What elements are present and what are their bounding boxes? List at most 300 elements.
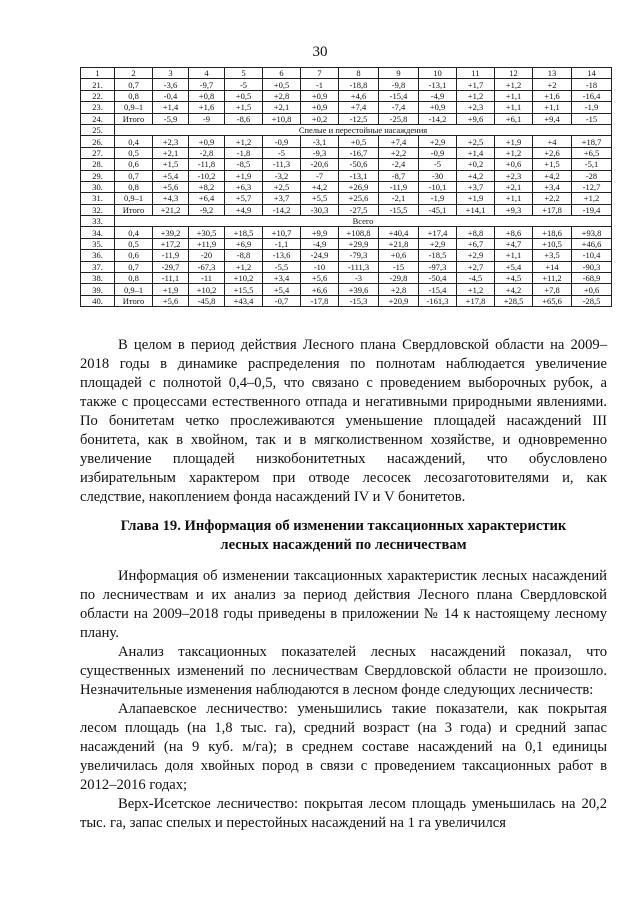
row-number-cell: 32. <box>81 204 115 215</box>
table-cell: -2,4 <box>379 159 419 170</box>
table-cell: +1,7 <box>457 79 495 90</box>
table-cell: 0,6 <box>115 250 153 261</box>
table-cell: +5,4 <box>263 284 301 295</box>
table-cell: -12,5 <box>339 113 379 124</box>
header-cell: 10 <box>419 68 457 79</box>
header-cell: 7 <box>301 68 339 79</box>
row-number-cell: 21. <box>81 79 115 90</box>
table-cell: -111,3 <box>339 261 379 272</box>
table-cell: +1,2 <box>495 147 533 158</box>
chapter-heading-line2: лесных насаждений по лесничествам <box>220 537 467 553</box>
table-cell: +4,2 <box>533 170 572 181</box>
table-cell: -90,3 <box>572 261 612 272</box>
table-cell: +2,2 <box>379 147 419 158</box>
table-cell: -79,3 <box>339 250 379 261</box>
table-cell: +10,2 <box>189 284 225 295</box>
header-cell: 4 <box>189 68 225 79</box>
table-cell: 0,5 <box>115 147 153 158</box>
table-cell: Итого <box>115 113 153 124</box>
header-cell: 1 <box>81 68 115 79</box>
page-number: 30 <box>312 44 328 60</box>
table-cell: 0,9–1 <box>115 102 153 113</box>
table-cell: -2,1 <box>379 193 419 204</box>
table-cell: -19,4 <box>572 204 612 215</box>
table-cell: 0,5 <box>115 238 153 249</box>
table-cell: +1,6 <box>189 102 225 113</box>
table-cell: +5,4 <box>495 261 533 272</box>
table-cell: +40,4 <box>379 227 419 238</box>
table-row <box>81 181 612 192</box>
table-cell: +29,9 <box>339 238 379 249</box>
table-cell: -10,1 <box>419 181 457 192</box>
table-cell: +1,2 <box>572 193 612 204</box>
table-cell: 0,9–1 <box>115 284 153 295</box>
table-cell: -0,7 <box>263 295 301 306</box>
table-cell: +10,2 <box>225 273 263 284</box>
table-row <box>81 273 612 284</box>
table-cell: -13,1 <box>339 170 379 181</box>
row-number-cell: 37. <box>81 261 115 272</box>
table-cell: +9,6 <box>457 113 495 124</box>
table-cell: +11,2 <box>533 273 572 284</box>
table-cell: +0,5 <box>225 90 263 101</box>
table-cell: -5 <box>419 159 457 170</box>
table-cell: -25,8 <box>379 113 419 124</box>
table-cell: -161,3 <box>419 295 457 306</box>
table-cell: -29,8 <box>379 273 419 284</box>
table-cell: +2,5 <box>457 136 495 147</box>
table-cell: -11 <box>189 273 225 284</box>
table-cell: 0,9–1 <box>115 193 153 204</box>
table-cell: +1,4 <box>457 147 495 158</box>
table-cell: +5,6 <box>153 181 189 192</box>
table-cell: +0,5 <box>339 136 379 147</box>
table-row <box>81 204 612 215</box>
table-cell: +6,6 <box>301 284 339 295</box>
table-cell: +2,1 <box>263 102 301 113</box>
table-cell: +1,2 <box>495 79 533 90</box>
table-cell: -67,3 <box>189 261 225 272</box>
table-row <box>81 136 612 147</box>
table-cell: -0,9 <box>419 147 457 158</box>
table-cell: +1,5 <box>225 102 263 113</box>
table-cell: Итого <box>115 295 153 306</box>
paragraph: Алапаевское лесничество: уменьшились такие показатели, как покрытая лесом площадь (на 1,8 тыс. га), средний возраст (на 3 года) и средний запас насаждений (на 9 куб. м/га); в среднем составе насаждений на 0,1 единицы увеличилась доля хвойных пород в связи с проведением таксационных работ в 2012–2016 годах; <box>80 701 607 793</box>
table-cell: -5,1 <box>572 159 612 170</box>
header-cell: 8 <box>339 68 379 79</box>
table-row <box>81 79 612 90</box>
table-row <box>81 147 612 158</box>
table-cell: -10,2 <box>189 170 225 181</box>
table-cell: +4,9 <box>225 204 263 215</box>
intro-paragraph: В целом в период действия Лесного плана Свердловской области на 2009–2018 годы в динамике распределения по полнотам наблюдается увеличение площадей с полнотой 0,4–0,5, что связано с проведением выборочных рубок, а также с процессами естественного отпада и негативными природными явлениями. По бонитетам четко прослеживаются уменьшение площадей насаждений III бонитета, как в хвойном, так и в мягколиственном хозяйстве, и одновременно увеличение площадей низкобонитетных насаждений, что обусловлено избирательным характером при отводе лесосек лесозаготовителями и, как следствие, накоплением фонда насаждений IV и V бонитетов. <box>80 337 607 505</box>
table-cell: +6,3 <box>225 181 263 192</box>
table-cell: 0,7 <box>115 170 153 181</box>
table-cell: -5,5 <box>263 261 301 272</box>
row-number-cell: 35. <box>81 238 115 249</box>
table-cell: +2,9 <box>419 238 457 249</box>
table-cell: -1,9 <box>419 193 457 204</box>
table-cell: -1,1 <box>263 238 301 249</box>
header-cell: 14 <box>572 68 612 79</box>
table-cell: +17,4 <box>419 227 457 238</box>
table-cell: +21,8 <box>379 238 419 249</box>
table-cell: +3,7 <box>263 193 301 204</box>
table-cell: -97,3 <box>419 261 457 272</box>
table-cell: +8,8 <box>457 227 495 238</box>
table-cell: +2,7 <box>457 261 495 272</box>
table-cell: -4,9 <box>419 90 457 101</box>
table-cell: -9,2 <box>189 204 225 215</box>
table-cell: +8,2 <box>189 181 225 192</box>
row-number-cell: 29. <box>81 170 115 181</box>
table-cell: +3,4 <box>533 181 572 192</box>
table-cell: +2,8 <box>263 90 301 101</box>
table-cell: +6,4 <box>189 193 225 204</box>
table-cell: -5 <box>263 147 301 158</box>
table-cell: 0,4 <box>115 136 153 147</box>
table-cell: +9,9 <box>301 227 339 238</box>
table-cell: +17,2 <box>153 238 189 249</box>
header-cell: 12 <box>495 68 533 79</box>
row-number-cell: 24. <box>81 113 115 124</box>
table-cell: +4,2 <box>457 170 495 181</box>
header-cell: 2 <box>115 68 153 79</box>
table-cell: +0,5 <box>263 79 301 90</box>
table-cell: -5 <box>225 79 263 90</box>
table-row <box>81 216 612 227</box>
table-cell: +0,6 <box>379 250 419 261</box>
table-cell: -0,4 <box>153 90 189 101</box>
table-cell: -1,9 <box>572 102 612 113</box>
table-cell: -20 <box>189 250 225 261</box>
table-cell: +2,1 <box>495 181 533 192</box>
table-cell: +0,9 <box>301 102 339 113</box>
table-cell: +108,8 <box>339 227 379 238</box>
section-title-cell: Спелые и перестойные насаждения <box>115 124 612 135</box>
table-cell: +18,7 <box>572 136 612 147</box>
table-cell: +1,2 <box>225 261 263 272</box>
table-cell: -24,9 <box>301 250 339 261</box>
row-number-cell: 36. <box>81 250 115 261</box>
table-cell: +2,6 <box>533 147 572 158</box>
table-row <box>81 193 612 204</box>
table-cell: +9,4 <box>533 113 572 124</box>
table-cell: +6,9 <box>225 238 263 249</box>
chapter-heading <box>80 517 607 555</box>
table-header-row <box>81 68 612 79</box>
paragraph: Верх-Исетское лесничество: покрытая лесом площадь уменьшилась на 20,2 тыс. га, запас спелых и перестойных насаждений на 1 га увеличился <box>80 796 607 831</box>
chapter-heading-line1: Глава 19. Информация об изменении таксационных характеристик <box>120 518 567 534</box>
table-cell: +25,6 <box>339 193 379 204</box>
table-cell: +0,6 <box>495 159 533 170</box>
header-cell: 6 <box>263 68 301 79</box>
table-cell: +4,3 <box>153 193 189 204</box>
table-cell: +2,3 <box>495 170 533 181</box>
table-cell: +0,8 <box>189 90 225 101</box>
table-cell: +4,2 <box>495 284 533 295</box>
table-cell: -9,8 <box>379 79 419 90</box>
table-cell: -29,7 <box>153 261 189 272</box>
table-cell: -8,6 <box>225 113 263 124</box>
table-row <box>81 284 612 295</box>
header-cell: 3 <box>153 68 189 79</box>
table-cell: -3,2 <box>263 170 301 181</box>
table-cell: -5,9 <box>153 113 189 124</box>
table-cell: +5,6 <box>301 273 339 284</box>
table-cell: +2,8 <box>379 284 419 295</box>
table-cell: +8,6 <box>495 227 533 238</box>
table-cell: -15,5 <box>379 204 419 215</box>
table-cell: -12,7 <box>572 181 612 192</box>
table-cell: +17,8 <box>533 204 572 215</box>
table-cell: -15,3 <box>339 295 379 306</box>
table-cell: +1,1 <box>495 193 533 204</box>
table-cell: -50,4 <box>419 273 457 284</box>
table-cell: -17,8 <box>301 295 339 306</box>
table-cell: -3,6 <box>153 79 189 90</box>
table-cell: +39,2 <box>153 227 189 238</box>
table-cell: -8,7 <box>379 170 419 181</box>
table-cell: +1,9 <box>153 284 189 295</box>
table-cell: +3,5 <box>533 250 572 261</box>
data-table <box>80 67 612 307</box>
table-cell: +46,6 <box>572 238 612 249</box>
table-cell: +28,5 <box>495 295 533 306</box>
table-cell: -7 <box>301 170 339 181</box>
paragraph: Информация об изменении таксационных характеристик лесных насаждений по лесничествам и их анализ за период действия Лесного плана Свердловской области на 2009–2018 годы приведены в приложении № 14 к настоящему лесному плану. <box>80 568 607 641</box>
table-cell: 0,6 <box>115 159 153 170</box>
table-cell: +1,1 <box>495 90 533 101</box>
table-cell: +5,4 <box>153 170 189 181</box>
section-title-cell: Всего <box>115 216 612 227</box>
table-cell: +10,7 <box>263 227 301 238</box>
table-cell: +1,9 <box>495 136 533 147</box>
table-cell: 0,8 <box>115 273 153 284</box>
table-cell: +7,8 <box>533 284 572 295</box>
intro-section <box>80 336 607 507</box>
table-cell: +15,5 <box>225 284 263 295</box>
row-number-cell: 31. <box>81 193 115 204</box>
table-row <box>81 261 612 272</box>
table-cell: +2,2 <box>533 193 572 204</box>
table-cell: -11,3 <box>263 159 301 170</box>
table-cell: -11,9 <box>153 250 189 261</box>
table-cell: -45,1 <box>419 204 457 215</box>
table-cell: -10,4 <box>572 250 612 261</box>
table-cell: +4,5 <box>495 273 533 284</box>
table-cell: +2 <box>533 79 572 90</box>
table-cell: +6,7 <box>457 238 495 249</box>
table-cell: +2,9 <box>419 136 457 147</box>
table-cell: -9,3 <box>301 147 339 158</box>
table-cell: -15,4 <box>379 90 419 101</box>
table-cell: -11,1 <box>153 273 189 284</box>
table-row <box>81 238 612 249</box>
table-cell: +17,8 <box>457 295 495 306</box>
table-cell: +2,9 <box>457 250 495 261</box>
table-cell: +3,4 <box>263 273 301 284</box>
table-cell: +10,5 <box>533 238 572 249</box>
table-row <box>81 295 612 306</box>
table-row <box>81 102 612 113</box>
table-row <box>81 170 612 181</box>
table-cell: -9,7 <box>189 79 225 90</box>
table-cell: 0,7 <box>115 261 153 272</box>
table-cell: -45,8 <box>189 295 225 306</box>
table-cell: -50,6 <box>339 159 379 170</box>
row-number-cell: 38. <box>81 273 115 284</box>
table-cell: +1,1 <box>495 102 533 113</box>
table-cell: +0,2 <box>457 159 495 170</box>
table-cell: +43,4 <box>225 295 263 306</box>
row-number-cell: 34. <box>81 227 115 238</box>
table-cell: -15 <box>572 113 612 124</box>
row-number-cell: 22. <box>81 90 115 101</box>
table-cell: +1,2 <box>457 284 495 295</box>
table-cell: +18,6 <box>533 227 572 238</box>
table-cell: -0,9 <box>263 136 301 147</box>
table-cell: 0,4 <box>115 227 153 238</box>
table-cell: -3 <box>339 273 379 284</box>
table-cell: Итого <box>115 204 153 215</box>
table-cell: -68,9 <box>572 273 612 284</box>
header-cell: 5 <box>225 68 263 79</box>
table-cell: -28,5 <box>572 295 612 306</box>
header-cell: 9 <box>379 68 419 79</box>
table-cell: +7,4 <box>339 102 379 113</box>
table-cell: +1,5 <box>533 159 572 170</box>
table-cell: +0,6 <box>572 284 612 295</box>
table-cell: -8,8 <box>225 250 263 261</box>
table-cell: +20,9 <box>379 295 419 306</box>
table-cell: +1,1 <box>533 102 572 113</box>
table-cell: +11,9 <box>189 238 225 249</box>
table-cell: +5,7 <box>225 193 263 204</box>
table-cell: -4,5 <box>457 273 495 284</box>
table-cell: +2,1 <box>153 147 189 158</box>
table-cell: +0,2 <box>301 113 339 124</box>
header-cell: 11 <box>457 68 495 79</box>
row-number-cell: 25. <box>81 124 115 135</box>
table-body <box>81 79 612 307</box>
row-number-cell: 26. <box>81 136 115 147</box>
row-number-cell: 39. <box>81 284 115 295</box>
table-cell: -1 <box>301 79 339 90</box>
table-cell: +5,6 <box>153 295 189 306</box>
table-cell: +65,6 <box>533 295 572 306</box>
row-number-cell: 30. <box>81 181 115 192</box>
table-cell: +1,2 <box>457 90 495 101</box>
table-cell: -15 <box>379 261 419 272</box>
table-cell: -10 <box>301 261 339 272</box>
table-cell: -16,4 <box>572 90 612 101</box>
table-cell: -20,6 <box>301 159 339 170</box>
row-number-cell: 28. <box>81 159 115 170</box>
table-cell: -1,8 <box>225 147 263 158</box>
table-cell: +1,5 <box>153 159 189 170</box>
table-cell: +6,5 <box>572 147 612 158</box>
table-cell: -16,7 <box>339 147 379 158</box>
table-cell: +1,1 <box>495 250 533 261</box>
table-cell: +1,4 <box>153 102 189 113</box>
table-cell: +7,4 <box>379 136 419 147</box>
table-cell: -18,8 <box>339 79 379 90</box>
table-cell: -18,5 <box>419 250 457 261</box>
table-cell: +4 <box>533 136 572 147</box>
table-cell: -28 <box>572 170 612 181</box>
table-cell: +1,9 <box>457 193 495 204</box>
table-cell: +2,5 <box>263 181 301 192</box>
table-cell: -11,8 <box>189 159 225 170</box>
table-cell: -13,1 <box>419 79 457 90</box>
table-cell: +0,9 <box>189 136 225 147</box>
table-row <box>81 159 612 170</box>
table-cell: +2,3 <box>457 102 495 113</box>
table-cell: +39,6 <box>339 284 379 295</box>
table-cell: 0,8 <box>115 90 153 101</box>
table-cell: +21,2 <box>153 204 189 215</box>
table-cell: +26,9 <box>339 181 379 192</box>
table-cell: +0,9 <box>301 90 339 101</box>
table-cell: +10,8 <box>263 113 301 124</box>
table-cell: -9 <box>189 113 225 124</box>
table-cell: +0,9 <box>419 102 457 113</box>
table-cell: +9,3 <box>495 204 533 215</box>
table-row <box>81 113 612 124</box>
table-row <box>81 90 612 101</box>
row-number-cell: 33. <box>81 216 115 227</box>
row-number-cell: 27. <box>81 147 115 158</box>
table-cell: +5,5 <box>301 193 339 204</box>
table-cell: +1,9 <box>225 170 263 181</box>
table-cell: -13,6 <box>263 250 301 261</box>
header-cell: 13 <box>533 68 572 79</box>
table-cell: -27,5 <box>339 204 379 215</box>
row-number-cell: 40. <box>81 295 115 306</box>
table-cell: +14 <box>533 261 572 272</box>
table-cell: +2,3 <box>153 136 189 147</box>
table-cell: +4,2 <box>301 181 339 192</box>
table-cell: -14,2 <box>419 113 457 124</box>
table-cell: +3,7 <box>457 181 495 192</box>
row-number-cell: 23. <box>81 102 115 113</box>
paragraph: Анализ таксационных показателей лесных насаждений показал, что существенных изменений по лесничествам Свердловской области не произошло. Незначительные изменения наблюдаются в лесном фонде следующих лесничеств: <box>80 644 607 698</box>
table-cell: 0,8 <box>115 181 153 192</box>
table-cell: -18 <box>572 79 612 90</box>
table-cell: +6,1 <box>495 113 533 124</box>
table-cell: -11,9 <box>379 181 419 192</box>
table-cell: -4,9 <box>301 238 339 249</box>
table-cell: 0,7 <box>115 79 153 90</box>
table-row <box>81 124 612 135</box>
chapter-body <box>80 567 607 833</box>
table-cell: -30,3 <box>301 204 339 215</box>
table-cell: +14,1 <box>457 204 495 215</box>
table-cell: +1,2 <box>225 136 263 147</box>
table-cell: -2,8 <box>189 147 225 158</box>
table-cell: +4,7 <box>495 238 533 249</box>
table-row <box>81 250 612 261</box>
table-cell: +4,6 <box>339 90 379 101</box>
table-cell: +30,5 <box>189 227 225 238</box>
table-cell: -7,4 <box>379 102 419 113</box>
table-cell: +93,8 <box>572 227 612 238</box>
table-cell: +1,6 <box>533 90 572 101</box>
table-cell: -8,5 <box>225 159 263 170</box>
table-cell: -15,4 <box>419 284 457 295</box>
table-cell: -30 <box>419 170 457 181</box>
